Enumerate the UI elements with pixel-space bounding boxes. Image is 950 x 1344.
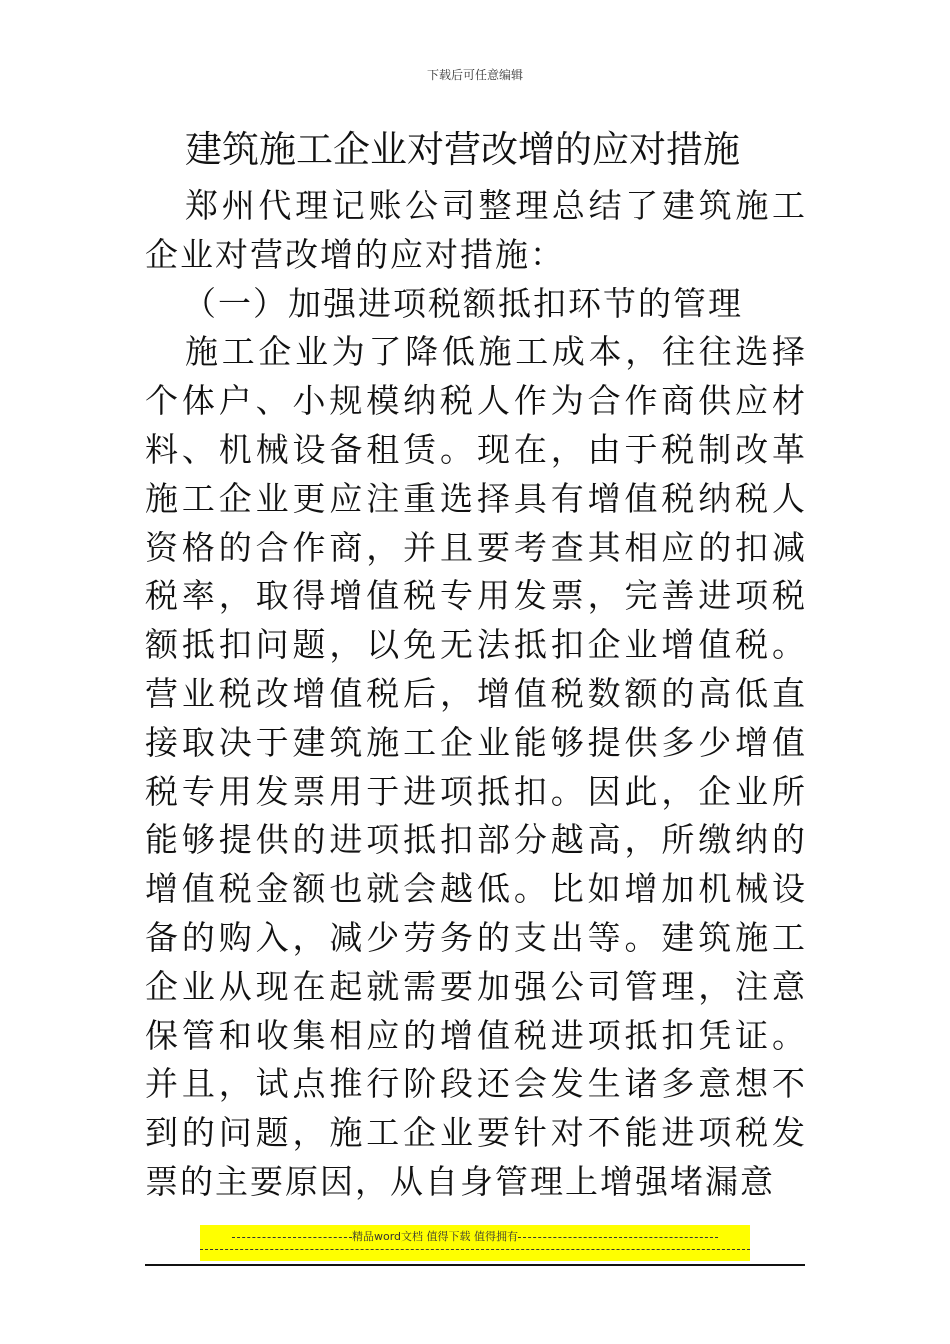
intro-paragraph: 郑州代理记账公司整理总结了建筑施工企业对营改增的应对措施：	[145, 186, 807, 274]
footer-banner-text: 精品word文档 值得下载 值得拥有	[351, 1230, 519, 1243]
body-paragraph: 施工企业为了降低施工成本，往往选择个体户、小规模纳税人作为合作商供应材料、机械设备租赁。现在，由于税制改革施工企业更应注重选择具有增值税纳税人资格的合作商，并且要考查其相应的扣减税率，取得增值税专用发票，完善进项税额抵扣问题，以免无法抵扣企业增值税。营业税改增值税后，增值税数额的高低直接取决于建筑施工企业能够提供多少增值税专用发票用于进项抵扣。因此，企业所能够提供的进项抵扣部分越高，所缴纳的增值税金额也就会越低。比如增加机械设备的购入，减少劳务的支出等。建筑施工企业从现在起就需要加强公司管理，注意保管和收集相应的增值税进项抵扣凭证。并且，试点推行阶段还会发生诸多意想不到的问题，施工企业要针对不能进项税发票的主要原因，从自身管理上增强堵漏意	[145, 332, 807, 1201]
bottom-rule	[145, 1264, 805, 1266]
document-body	[145, 182, 807, 1207]
dashed-divider	[232, 1237, 352, 1238]
document-title: 建筑施工企业对营改增的应对措施	[185, 128, 740, 171]
page-header: 下载后可任意编辑	[426, 68, 523, 82]
dashed-divider	[518, 1237, 718, 1238]
dashed-divider	[200, 1249, 750, 1250]
footer-banner	[200, 1225, 750, 1261]
section-heading: （一）加强进项税额抵扣环节的管理	[183, 283, 743, 323]
footer-banner-line	[200, 1228, 750, 1244]
